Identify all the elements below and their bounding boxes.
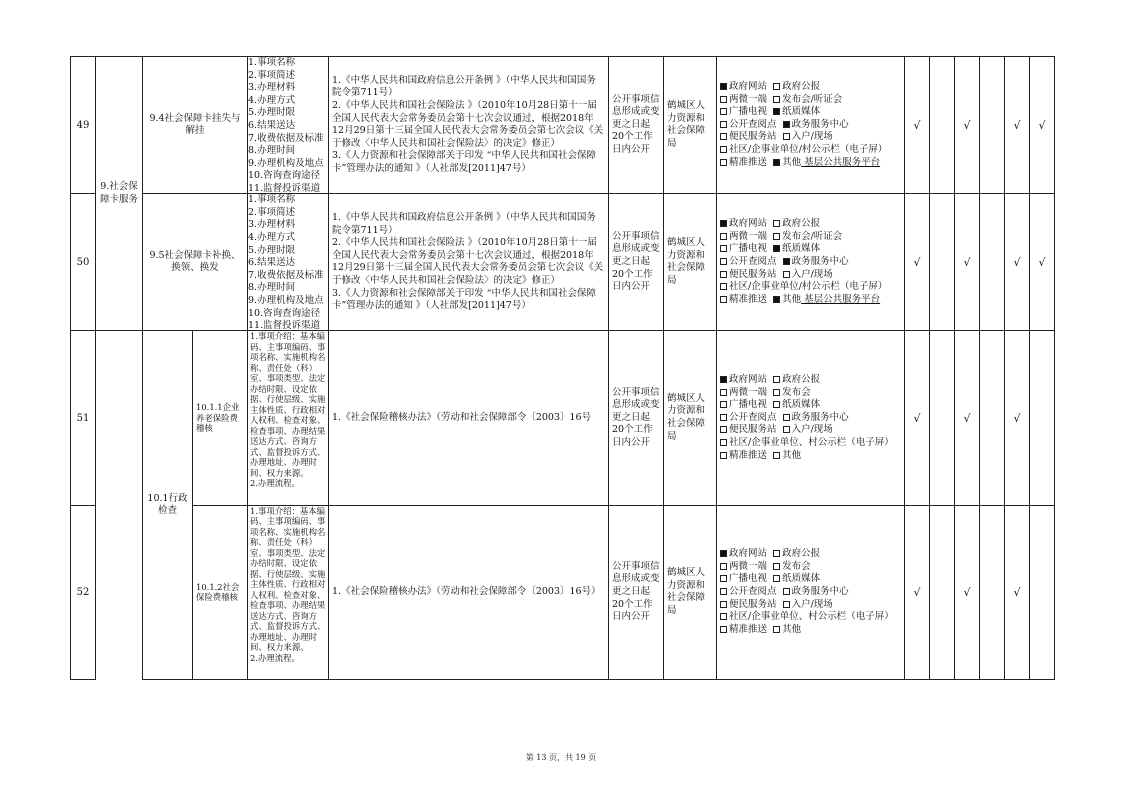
unchecked-box-icon: [720, 283, 727, 290]
channel-label: 便民服务站: [729, 131, 777, 143]
content-list: [248, 194, 328, 330]
content-item: 10.咨询查询途径: [248, 307, 321, 319]
channels-cell: [717, 194, 905, 331]
content-item: 8.办理时间: [248, 282, 296, 294]
channels-list: [720, 374, 901, 462]
mark-cell: √: [1005, 57, 1030, 194]
channel-line: [720, 611, 901, 624]
channel-label: 政府网站: [729, 81, 768, 93]
responsible-org: 鹤城区人力资源和社会保障局: [664, 505, 717, 679]
unchecked-box-icon: [720, 426, 727, 433]
channel-label: 纸质媒体: [782, 573, 821, 585]
channel-line: [720, 586, 901, 599]
channel-label: 广播电视: [729, 106, 768, 118]
content-item: 5.办理时限: [248, 107, 296, 119]
unchecked-box-icon: [783, 426, 790, 433]
unchecked-box-icon: [720, 575, 727, 582]
channel-label: 政府公报: [782, 218, 821, 230]
unchecked-box-icon: [720, 389, 727, 396]
mark-cell: √: [1030, 57, 1055, 194]
content-item: 8.办理时间: [248, 145, 296, 157]
channel-line: [720, 131, 901, 144]
mark-cell: [930, 505, 955, 679]
item-name: 9.4社会保障卡挂失与解挂: [143, 57, 248, 194]
mark-cell: [980, 194, 1005, 331]
table-row: [71, 194, 1055, 331]
mark-cell: [980, 505, 1005, 679]
channel-label: 政府网站: [729, 373, 768, 385]
mark-cell: √: [905, 331, 930, 505]
content-item: 2.事项简述: [248, 206, 296, 218]
channel-label: 政府公报: [782, 548, 821, 560]
category-cell-empty: [96, 331, 143, 680]
channel-label: 精准推送: [729, 293, 768, 305]
channel-label: 社区/企事业单位/村公示栏（电子屏）: [729, 281, 888, 293]
row-number: 52: [71, 505, 96, 679]
mark-cell: √: [955, 505, 980, 679]
checked-box-icon: [720, 376, 727, 383]
channel-line: [720, 599, 901, 612]
content-item: 1.事项名称: [248, 194, 296, 206]
unchecked-box-icon: [773, 83, 780, 90]
unchecked-box-icon: [720, 233, 727, 240]
checked-box-icon: [783, 121, 790, 128]
mark-cell: √: [905, 505, 930, 679]
unchecked-box-icon: [783, 601, 790, 608]
channel-label: 社区/企事业单位/村公示栏（电子屏）: [729, 144, 888, 155]
channel-label: 政府公报: [782, 81, 821, 93]
channel-line: [720, 94, 901, 107]
channel-line: [720, 450, 901, 463]
category-cell: 9.社会保障卡服务: [96, 57, 143, 331]
content-item: 1.事项名称: [248, 57, 296, 68]
channel-label: 发布会/听证会: [782, 93, 843, 105]
checked-box-icon: [783, 258, 790, 265]
channel-label: 精准推送: [729, 156, 768, 168]
channel-label: 公开查阅点: [729, 411, 777, 423]
disclosure-table: [70, 56, 1055, 680]
channel-label: 两微一端: [729, 230, 768, 242]
channel-label: 公开查阅点: [729, 118, 777, 130]
channel-line: [720, 218, 901, 231]
channel-label: 政务服务中心: [791, 118, 849, 130]
channel-line: [720, 81, 901, 94]
mark-cell: [980, 57, 1005, 194]
channel-label: 两微一端: [729, 93, 768, 105]
checked-box-icon: [773, 245, 780, 252]
channel-line: [720, 144, 901, 157]
mark-cell: √: [1030, 194, 1055, 331]
basis-cell: 1.《社会保险稽核办法》（劳动和社会保障部令〔2003〕16号）: [329, 505, 609, 679]
channel-label: 发布会: [782, 560, 811, 572]
channel-label: 便民服务站: [729, 424, 777, 436]
channel-label: 便民服务站: [729, 598, 777, 610]
mark-cell: √: [955, 331, 980, 505]
channel-label: 其他: [782, 156, 802, 168]
channel-extra: 基层公共服务平台: [801, 156, 881, 168]
content-item: 6.结果送达: [248, 119, 296, 131]
content-item: 2.事项简述: [248, 69, 296, 81]
channel-label: 社区/企事业单位、村公示栏（电子屏）: [729, 436, 894, 448]
mark-cell: [1030, 505, 1055, 679]
channel-label: 精准推送: [729, 449, 768, 461]
channel-label: 政府网站: [729, 548, 768, 560]
channel-line: [720, 243, 901, 256]
row-number: 51: [71, 331, 96, 505]
mark-cell: √: [1005, 505, 1030, 679]
basis-cell: [329, 57, 609, 194]
unchecked-box-icon: [720, 296, 727, 303]
basis-cell: 1.《社会保险稽核办法》（劳动和社会保障部令〔2003〕16号: [329, 331, 609, 505]
channels-list: [720, 548, 901, 636]
content-text: 1.事项介绍：基本编码、主事项编码、事项名称、实施机构名称、责任处（科）室、事项类型、法定办结时限、设定依据、行使层级、实施主体性质、行政相对人权利、检查对象、检查事项、办理结果送达方式、咨询方式、监督投诉方式、办理地址、办理时间、权力来源。 2.办理流程。: [250, 505, 326, 663]
channels-cell: [717, 331, 905, 505]
channel-label: 政府公报: [782, 373, 821, 385]
unchecked-box-icon: [720, 146, 727, 153]
content-item: 6.结果送达: [248, 257, 296, 269]
unchecked-box-icon: [773, 575, 780, 582]
channel-label: 政府网站: [729, 218, 768, 230]
unchecked-box-icon: [783, 588, 790, 595]
row-number: 50: [71, 194, 96, 331]
channel-line: [720, 119, 901, 132]
mark-cell: [930, 331, 955, 505]
channel-label: 政务服务中心: [791, 256, 849, 268]
row-number: 49: [71, 57, 96, 194]
time-limit: 公开事项信息形成或变更之日起20个工作日内公开: [609, 331, 664, 505]
channel-label: 广播电视: [729, 243, 768, 255]
content-cell: [248, 505, 329, 679]
unchecked-box-icon: [720, 613, 727, 620]
channel-line: [720, 561, 901, 574]
channel-line: [720, 374, 901, 387]
responsible-org: 鹤城区人力资源和社会保障局: [664, 57, 717, 194]
time-limit: 公开事项信息形成或变更之日起20个工作日内公开: [609, 505, 664, 679]
channel-line: [720, 294, 901, 307]
mark-cell: [1030, 331, 1055, 505]
page-footer: 第 13 页，共 19 页: [525, 753, 597, 762]
channel-line: [720, 424, 901, 437]
channel-label: 入户/现场: [791, 598, 833, 610]
content-item: 11.监督投诉渠道: [248, 320, 321, 331]
basis-text: 1.《中华人民共和国政府信息公开条例 》（中华人民共和国国务院令第711号） 2.《中华人民共和国社会保险法 》（2010年10月28日第十一届全国人民代表大会常务委员会第十七次会议通过，根据2018年12月29日第十三届全国人民代表大会常务委员会第七次会议《关于修改〈中华人民共和国社会保险法〉的决定》修正） 3.《人力资源和社会保障部关于印发 “中华人民共和国社会保障卡”管理办法的通知 》（人社部发[2011]47号）: [332, 211, 604, 312]
unchecked-box-icon: [773, 563, 780, 570]
content-list: [248, 57, 328, 193]
channel-line: [720, 281, 901, 294]
unchecked-box-icon: [783, 133, 790, 140]
unchecked-box-icon: [720, 271, 727, 278]
unchecked-box-icon: [720, 108, 727, 115]
mark-cell: [980, 331, 1005, 505]
mark-cell: [930, 57, 955, 194]
checked-box-icon: [720, 220, 727, 227]
channel-line: [720, 231, 901, 244]
channel-label: 入户/现场: [791, 268, 833, 280]
channel-line: [720, 387, 901, 400]
content-item: 9.办理机构及地点: [248, 294, 324, 306]
content-item: 4.办理方式: [248, 94, 296, 106]
channel-line: [720, 256, 901, 269]
unchecked-box-icon: [720, 133, 727, 140]
content-item: 9.办理机构及地点: [248, 157, 324, 169]
content-cell: [248, 57, 329, 194]
channel-line: [720, 412, 901, 425]
channel-label: 公开查阅点: [729, 256, 777, 268]
item-name: 10.1.2社会保险费稽核: [193, 505, 248, 679]
unchecked-box-icon: [720, 159, 727, 166]
channel-line: [720, 624, 901, 637]
channel-label: 两微一端: [729, 386, 768, 398]
channel-label: 入户/现场: [791, 131, 833, 143]
content-item: 4.办理方式: [248, 232, 296, 243]
channel-line: [720, 269, 901, 282]
channel-label: 发布会/听证会: [782, 230, 843, 242]
unchecked-box-icon: [773, 96, 780, 103]
channel-line: [720, 157, 901, 170]
channel-label: 其他: [782, 449, 802, 461]
content-item: 3.办理材料: [248, 82, 296, 94]
channel-label: 公开查阅点: [729, 586, 777, 598]
content-text: 1.事项介绍：基本编码、主事项编码、事项名称、实施机构名称、责任处（科）室、事项类型、法定办结时限、设定依据、行使层级、实施主体性质、行政相对人权利、检查对象、检查事项、办理结果送达方式、咨询方式、监督投诉方式、办理地址、办理时间、权力来源。 2.办理流程。: [250, 331, 326, 489]
unchecked-box-icon: [773, 452, 780, 459]
channels-cell: [717, 57, 905, 194]
unchecked-box-icon: [720, 245, 727, 252]
unchecked-box-icon: [773, 220, 780, 227]
channel-label: 纸质媒体: [782, 106, 821, 118]
unchecked-box-icon: [773, 401, 780, 408]
unchecked-box-icon: [720, 452, 727, 459]
content-cell: [248, 331, 329, 505]
channel-label: 两微一端: [729, 560, 768, 572]
channel-label: 其他: [782, 293, 802, 305]
content-item: 11.监督投诉渠道: [248, 182, 321, 193]
unchecked-box-icon: [720, 563, 727, 570]
channel-label: 社区/企事业单位、村公示栏（电子屏）: [729, 611, 894, 623]
channel-label: 发布会: [782, 386, 811, 398]
unchecked-box-icon: [720, 121, 727, 128]
unchecked-box-icon: [773, 233, 780, 240]
mark-cell: √: [1005, 331, 1030, 505]
responsible-org: 鹤城区人力资源和社会保障局: [664, 194, 717, 331]
channel-label: 精准推送: [729, 623, 768, 635]
table-row: [71, 331, 1055, 505]
mark-cell: [930, 194, 955, 331]
channel-label: 广播电视: [729, 573, 768, 585]
checked-box-icon: [773, 296, 780, 303]
channel-line: [720, 437, 901, 450]
channel-line: [720, 106, 901, 119]
unchecked-box-icon: [773, 550, 780, 557]
unchecked-box-icon: [773, 389, 780, 396]
checked-box-icon: [773, 159, 780, 166]
checked-box-icon: [720, 550, 727, 557]
unchecked-box-icon: [773, 376, 780, 383]
mark-cell: √: [1005, 194, 1030, 331]
time-limit: 公开事项信息形成或变更之日起20个工作日内公开: [609, 194, 664, 331]
basis-cell: [329, 194, 609, 331]
mark-cell: √: [905, 57, 930, 194]
channel-line: [720, 573, 901, 586]
unchecked-box-icon: [720, 626, 727, 633]
content-cell: [248, 194, 329, 331]
channel-label: 便民服务站: [729, 268, 777, 280]
mark-cell: √: [955, 57, 980, 194]
unchecked-box-icon: [720, 588, 727, 595]
unchecked-box-icon: [783, 271, 790, 278]
unchecked-box-icon: [720, 258, 727, 265]
checked-box-icon: [773, 108, 780, 115]
channel-label: 其他: [782, 623, 802, 635]
content-item: 7.收费依据及标准: [248, 132, 324, 144]
unchecked-box-icon: [720, 96, 727, 103]
content-item: 7.收费依据及标准: [248, 269, 324, 281]
unchecked-box-icon: [720, 414, 727, 421]
unchecked-box-icon: [720, 439, 727, 446]
item-name: 10.1.1企业养老保险费稽核: [193, 331, 248, 505]
channels-list: [720, 81, 901, 169]
unchecked-box-icon: [720, 401, 727, 408]
time-limit: 公开事项信息形成或变更之日起20个工作日内公开: [609, 57, 664, 194]
channels-cell: [717, 505, 905, 679]
checked-box-icon: [720, 83, 727, 90]
mark-cell: √: [905, 194, 930, 331]
channel-line: [720, 548, 901, 561]
table-row: [71, 505, 1055, 679]
channel-line: [720, 399, 901, 412]
channel-extra: 基层公共服务平台: [801, 293, 881, 305]
content-item: 10.咨询查询途径: [248, 170, 321, 182]
channel-label: 广播电视: [729, 399, 768, 411]
unchecked-box-icon: [783, 414, 790, 421]
item-name: 9.5社会保障卡补换、换领、换发: [143, 194, 248, 331]
mark-cell: √: [955, 194, 980, 331]
basis-text: 1.《中华人民共和国政府信息公开条例 》（中华人民共和国国务院令第711号） 2.《中华人民共和国社会保险法 》（2010年10月28日第十一届全国人民代表大会常务委员会第十七次会议通过，根据2018年12月29日第十三届全国人民代表大会常务委员会第七次会议《关于修改〈中华人民共和国社会保险法〉的决定》修正） 3.《人力资源和社会保障部关于印发 “中华人民共和国社会保障卡”管理办法的通知 》（人社部发[2011]47号）: [332, 74, 604, 174]
channel-label: 纸质媒体: [782, 243, 821, 255]
content-item: 3.办理材料: [248, 219, 296, 231]
content-item: 5.办理时限: [248, 244, 296, 256]
channel-label: 入户/现场: [791, 424, 833, 436]
responsible-org: 鹤城区人力资源和社会保障局: [664, 331, 717, 505]
channel-label: 政务服务中心: [791, 586, 849, 598]
channel-label: 政务服务中心: [791, 411, 849, 423]
unchecked-box-icon: [773, 626, 780, 633]
table-row: [71, 57, 1055, 194]
channel-label: 纸质媒体: [782, 399, 821, 411]
unchecked-box-icon: [720, 601, 727, 608]
subcategory-cell: 10.1行政检查: [143, 331, 193, 680]
channels-list: [720, 218, 901, 306]
